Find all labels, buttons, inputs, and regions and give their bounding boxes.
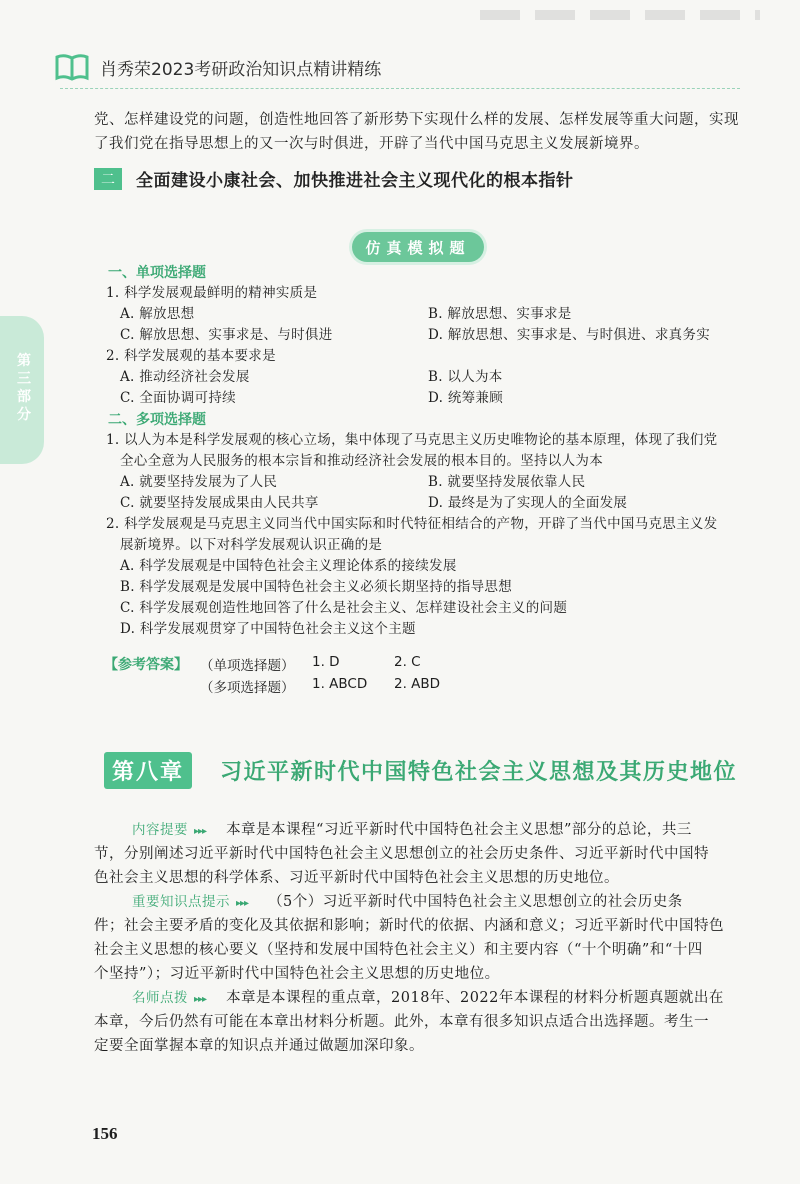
question-stem: 展新境界。以下对科学发展观认识正确的是: [120, 537, 383, 553]
question-stem: 2. 科学发展观是马克思主义同当代中国实际和时代特征相结合的产物，开辟了当代中国马克思主义发: [106, 516, 718, 532]
section-heading: [94, 166, 574, 191]
single-choice-heading: 一、单项选择题: [108, 265, 206, 281]
option-c: C. 全面协调可持续: [120, 390, 236, 406]
key-points-line: 社会主义思想的核心要义（坚持和发展中国特色社会主义）和主要内容（“十个明确”和“十四: [94, 942, 703, 958]
key-points-label: 重要知识点提示 ▸▸▸: [132, 894, 249, 910]
option-d: D. 统筹兼顾: [428, 390, 504, 406]
answer-label: 【参考答案】: [104, 657, 188, 673]
answer-single-2: 2. C: [394, 654, 421, 670]
header-title: 肖秀荣2023考研政治知识点精讲精练: [100, 59, 382, 80]
answer-single-label: （单项选择题）: [200, 658, 295, 674]
chapter-title: 习近平新时代中国特色社会主义思想及其历史地位: [220, 760, 738, 785]
option-c: C. 科学发展观创造性地回答了什么是社会主义、怎样建设社会主义的问题: [120, 600, 568, 616]
question-stem: 1. 以人为本是科学发展观的核心立场，集中体现了马克思主义历史唯物论的基本原理，体现了我们党: [106, 432, 718, 448]
option-b: B. 解放思想、实事求是: [428, 306, 572, 322]
key-points-line: 个坚持”）；习近平新时代中国特色社会主义思想的历史地位。: [94, 966, 500, 982]
option-d: D. 科学发展观贯穿了中国特色社会主义这个主题: [120, 621, 416, 637]
option-d: D. 最终是为了实现人的全面发展: [428, 495, 628, 511]
content-summary-line: 内容提要 ▸▸▸ 本章是本课程“习近平新时代中国特色社会主义思想”部分的总论，共三: [132, 822, 692, 838]
answer-multi-2: 2. ABD: [394, 676, 441, 692]
section-number: 二: [94, 168, 122, 190]
option-a: A. 解放思想: [120, 306, 195, 322]
option-d: D. 解放思想、实事求是、与时俱进、求真务实: [428, 327, 711, 343]
option-b: B. 科学发展观是发展中国特色社会主义必须长期坚持的指导思想: [120, 579, 513, 595]
chapter-heading: [104, 752, 737, 789]
teacher-tip-label: 名师点拨 ▸▸▸: [132, 990, 207, 1006]
option-c: C. 就要坚持发展成果由人民共享: [120, 495, 319, 511]
option-b: B. 就要坚持发展依靠人民: [428, 474, 586, 490]
answer-multi-1: 1. ABCD: [312, 676, 368, 692]
header-rule: [60, 88, 740, 89]
question-stem: 全心全意为人民服务的根本宗旨和推动经济社会发展的根本目的。坚持以人为本: [120, 453, 603, 469]
answer-single-1: 1. D: [312, 654, 340, 670]
side-tab-label: 第三部分: [17, 353, 31, 423]
option-a: A. 科学发展观是中国特色社会主义理论体系的接续发展: [120, 558, 457, 574]
content-summary-line: 节，分别阐述习近平新时代中国特色社会主义思想创立的社会历史条件、习近平新时代中国特: [94, 846, 709, 862]
simulation-title: 仿真模拟题: [352, 232, 484, 262]
key-points-line: 重要知识点提示 ▸▸▸ （5个）习近平新时代中国特色社会主义思想创立的社会历史条: [132, 894, 683, 910]
answer-multi-label: （多项选择题）: [200, 680, 295, 696]
page-number: 156: [92, 1124, 118, 1143]
multi-choice-heading: 二、多项选择题: [108, 412, 206, 428]
key-points-line: 件；社会主要矛盾的变化及其依据和影响；新时代的依据、内涵和意义；习近平新时代中国特色: [94, 918, 724, 934]
chapter-badge: 第八章: [104, 752, 192, 789]
option-a: A. 就要坚持发展为了人民: [120, 474, 278, 490]
open-book-icon: [54, 53, 90, 81]
teacher-tip-line: 定要全面掌握本章的知识点并通过做题加深印象。: [94, 1038, 424, 1054]
intro-paragraph: 党、怎样建设党的问题，创造性地回答了新形势下实现什么样的发展、怎样发展等重大问题，实现了我们党在指导思想上的又一次与时俱进，开辟了当代中国马克思主义发展新境界。: [94, 112, 739, 152]
content-summary-label: 内容提要 ▸▸▸: [132, 822, 207, 838]
teacher-tip-line: 名师点拨 ▸▸▸ 本章是本课程的重点章，2018年、2022年本课程的材料分析题真题就出在: [132, 990, 724, 1006]
running-header: [54, 50, 381, 84]
option-a: A. 推动经济社会发展: [120, 369, 250, 385]
top-strip-decoration: [480, 10, 760, 20]
option-c: C. 解放思想、实事求是、与时俱进: [120, 327, 333, 343]
section-title: 全面建设小康社会、加快推进社会主义现代化的根本指针: [136, 171, 574, 191]
option-b: B. 以人为本: [428, 369, 503, 385]
teacher-tip-line: 本章，今后仍然有可能在本章出材料分析题。此外，本章有很多知识点适合出选择题。考生一: [94, 1014, 709, 1030]
question-stem: 2. 科学发展观的基本要求是: [106, 348, 276, 364]
question-stem: 1. 科学发展观最鲜明的精神实质是: [106, 285, 318, 301]
content-summary-line: 色社会主义思想的科学体系、习近平新时代中国特色社会主义思想的历史地位。: [94, 870, 619, 886]
